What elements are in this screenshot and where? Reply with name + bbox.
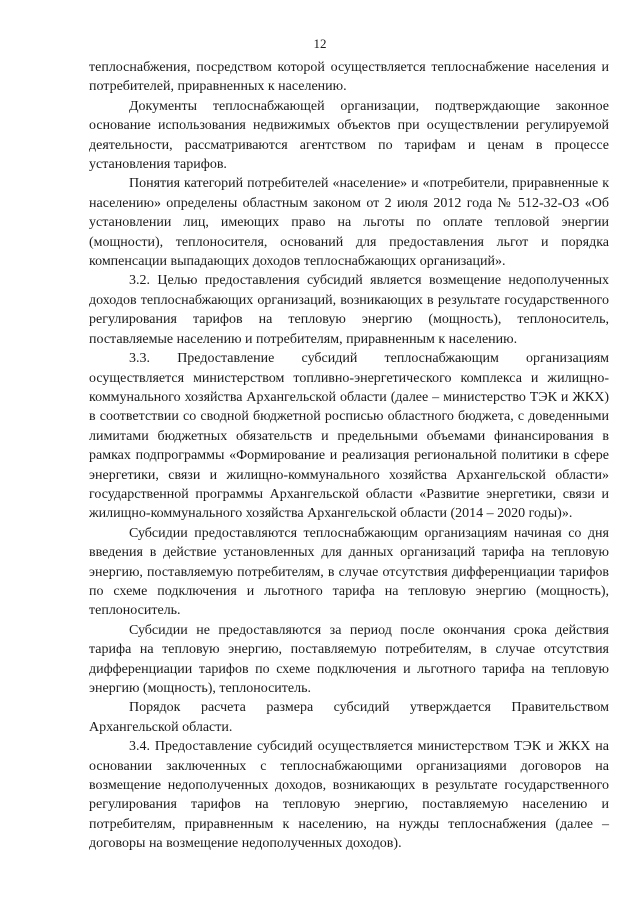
paragraph-section-3-2: 3.2. Целью предоставления субсидий является возмещение недополученных доходов теплоснабжающих организаций, возникающих в результате государственного регулирования тарифов на тепловую энергию (мощность), теплоноситель, поставляемые населению и потребителям, приравненным к населению. <box>89 273 609 347</box>
paragraph: Субсидии не предоставляются за период после окончания срока действия тарифа на тепловую энергию, поставляемую потребителям, в случае отсутствия дифференциации тарифов по схеме подключения и льготного тарифа на тепловую энергию (мощность), теплоноситель. <box>89 622 609 696</box>
page-number: 12 <box>313 36 327 51</box>
paragraph: Понятия категорий потребителей «население» и «потребители, приравненные к населению» определены областным законом от 2 июля 2012 года № 512-32-ОЗ «Об установлении лиц, имеющих право на льготы по оплате тепловой энергии (мощности), теплоносителя, оснований для предоставления льгот и порядка компенсации выпадающих доходов теплоснабжающих организаций». <box>89 176 609 270</box>
body-text <box>89 58 609 854</box>
paragraph: теплоснабжения, посредством которой осуществляется теплоснабжение населения и потребителей, приравненных к населению. <box>89 60 609 95</box>
paragraph: Субсидии предоставляются теплоснабжающим организациям начиная со дня введения в действие установленных для данных организаций тарифа на тепловую энергию, поставляемую потребителям, в случае отсутствия дифференциации тарифов по схеме подключения и льготного тарифа на тепловую энергию (мощность), теплоноситель. <box>89 525 609 619</box>
paragraph: Документы теплоснабжающей организации, подтверждающие законное основание использования недвижимых объектов при осуществлении регулируемой деятельности, рассматриваются агентством по тарифам и ценам в процессе установления тарифов. <box>89 98 609 173</box>
paragraph: Порядок расчета размера субсидий утверждается Правительством Архангельской области. <box>89 700 609 735</box>
paragraph-section-3-3: 3.3. Предоставление субсидий теплоснабжающим организациям осуществляется министерством топливно-энергетического комплекса и жилищно-коммунального хозяйства Архангельской области (далее – министерство ТЭК и ЖКХ) в соответствии со сводной бюджетной росписью областного бюджета, с доведенными лимитами бюджетных обязательств и предельными объемами финансирования в рамках подпрограммы «Формирование и реализация региональной политики в сфере энергетики, связи и жилищно-коммунального хозяйства Архангельской области» государственной программы Архангельской области «Развитие энергетики, связи и жилищно-коммунального хозяйства Архангельской области (2014 – 2020 годы)». <box>89 351 609 522</box>
paragraph-section-3-4: 3.4. Предоставление субсидий осуществляется министерством ТЭК и ЖКХ на основании заключенных с теплоснабжающими организациями договоров на возмещение недополученных доходов, возникающих в результате государственного регулирования тарифов на тепловую энергию, поставляемую населению и потребителям, приравненным к населению, на нужды теплоснабжения (далее – договоры на возмещение недополученных доходов). <box>89 739 609 852</box>
